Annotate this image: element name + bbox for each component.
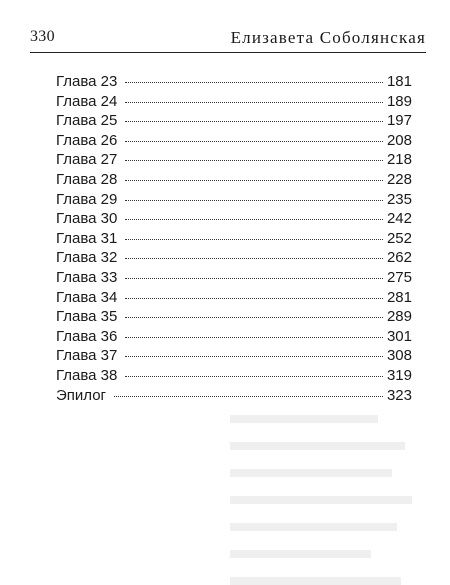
toc-entry-title: Эпилог bbox=[56, 386, 107, 404]
toc-entry-title: Глава 36 bbox=[56, 327, 118, 345]
toc-dot-leader bbox=[114, 396, 383, 397]
toc-entry bbox=[56, 366, 412, 386]
toc-entry-page-number: 218 bbox=[386, 151, 412, 169]
toc-entry-page-number: 235 bbox=[386, 190, 412, 208]
toc-entry-page-number: 262 bbox=[386, 249, 412, 267]
header-rule bbox=[30, 52, 426, 53]
toc-entry-page-number: 242 bbox=[386, 210, 412, 228]
toc-entry bbox=[56, 386, 412, 406]
toc-dot-leader bbox=[125, 278, 383, 279]
toc-entry bbox=[56, 229, 412, 249]
toc-entry-title: Глава 25 bbox=[56, 112, 118, 130]
toc-entry-page-number: 323 bbox=[386, 386, 412, 404]
toc-dot-leader bbox=[125, 356, 383, 357]
toc-entry-title: Глава 33 bbox=[56, 268, 118, 286]
toc-entry-page-number: 275 bbox=[386, 268, 412, 286]
table-of-contents bbox=[56, 72, 412, 405]
toc-entry bbox=[56, 307, 412, 327]
page-header bbox=[30, 28, 426, 52]
toc-entry bbox=[56, 209, 412, 229]
toc-entry-page-number: 181 bbox=[386, 73, 412, 90]
toc-entry bbox=[56, 150, 412, 170]
toc-dot-leader bbox=[125, 298, 383, 299]
toc-entry-page-number: 208 bbox=[386, 131, 412, 149]
toc-entry-title: Глава 32 bbox=[56, 249, 118, 267]
toc-dot-leader bbox=[125, 121, 383, 122]
toc-entry bbox=[56, 248, 412, 268]
toc-entry-title: Глава 31 bbox=[56, 229, 118, 247]
toc-entry-page-number: 289 bbox=[386, 308, 412, 326]
toc-entry bbox=[56, 72, 412, 92]
toc-entry-title: Глава 35 bbox=[56, 308, 118, 326]
toc-entry bbox=[56, 190, 412, 210]
toc-entry-page-number: 228 bbox=[386, 170, 412, 188]
toc-entry bbox=[56, 111, 412, 131]
toc-entry-title: Глава 29 bbox=[56, 190, 118, 208]
toc-dot-leader bbox=[125, 102, 383, 103]
page-number: 330 bbox=[30, 28, 55, 45]
toc-entry bbox=[56, 346, 412, 366]
toc-entry-title: Глава 30 bbox=[56, 210, 118, 228]
toc-entry bbox=[56, 92, 412, 112]
toc-dot-leader bbox=[125, 160, 383, 161]
toc-dot-leader bbox=[125, 141, 383, 142]
toc-entry-page-number: 281 bbox=[386, 288, 412, 306]
toc-dot-leader bbox=[125, 180, 383, 181]
toc-entry-title: Глава 24 bbox=[56, 92, 118, 110]
toc-entry-title: Глава 34 bbox=[56, 288, 118, 306]
toc-dot-leader bbox=[125, 239, 383, 240]
toc-entry bbox=[56, 268, 412, 288]
toc-entry-page-number: 308 bbox=[386, 347, 412, 365]
toc-dot-leader bbox=[125, 317, 383, 318]
toc-entry bbox=[56, 170, 412, 190]
toc-entry-page-number: 252 bbox=[386, 229, 412, 247]
toc-entry-title: Глава 37 bbox=[56, 347, 118, 365]
toc-entry-title: Глава 26 bbox=[56, 131, 118, 149]
toc-entry-page-number: 189 bbox=[386, 92, 412, 110]
toc-dot-leader bbox=[125, 82, 383, 83]
toc-dot-leader bbox=[125, 258, 383, 259]
toc-dot-leader bbox=[125, 219, 383, 220]
toc-dot-leader bbox=[125, 376, 383, 377]
toc-dot-leader bbox=[125, 200, 383, 201]
toc-entry-title: Глава 28 bbox=[56, 170, 118, 188]
toc-entry-page-number: 197 bbox=[386, 112, 412, 130]
toc-entry-title: Глава 23 bbox=[56, 73, 118, 90]
toc-entry-title: Глава 38 bbox=[56, 366, 118, 384]
toc-entry bbox=[56, 327, 412, 347]
toc-entry bbox=[56, 131, 412, 151]
toc-entry-page-number: 319 bbox=[386, 366, 412, 384]
toc-entry-page-number: 301 bbox=[386, 327, 412, 345]
reverse-side-bleed-through bbox=[230, 398, 420, 548]
toc-entry bbox=[56, 288, 412, 308]
toc-entry-title: Глава 27 bbox=[56, 151, 118, 169]
running-head-author: Елизавета Соболянская bbox=[230, 28, 426, 47]
toc-dot-leader bbox=[125, 337, 383, 338]
